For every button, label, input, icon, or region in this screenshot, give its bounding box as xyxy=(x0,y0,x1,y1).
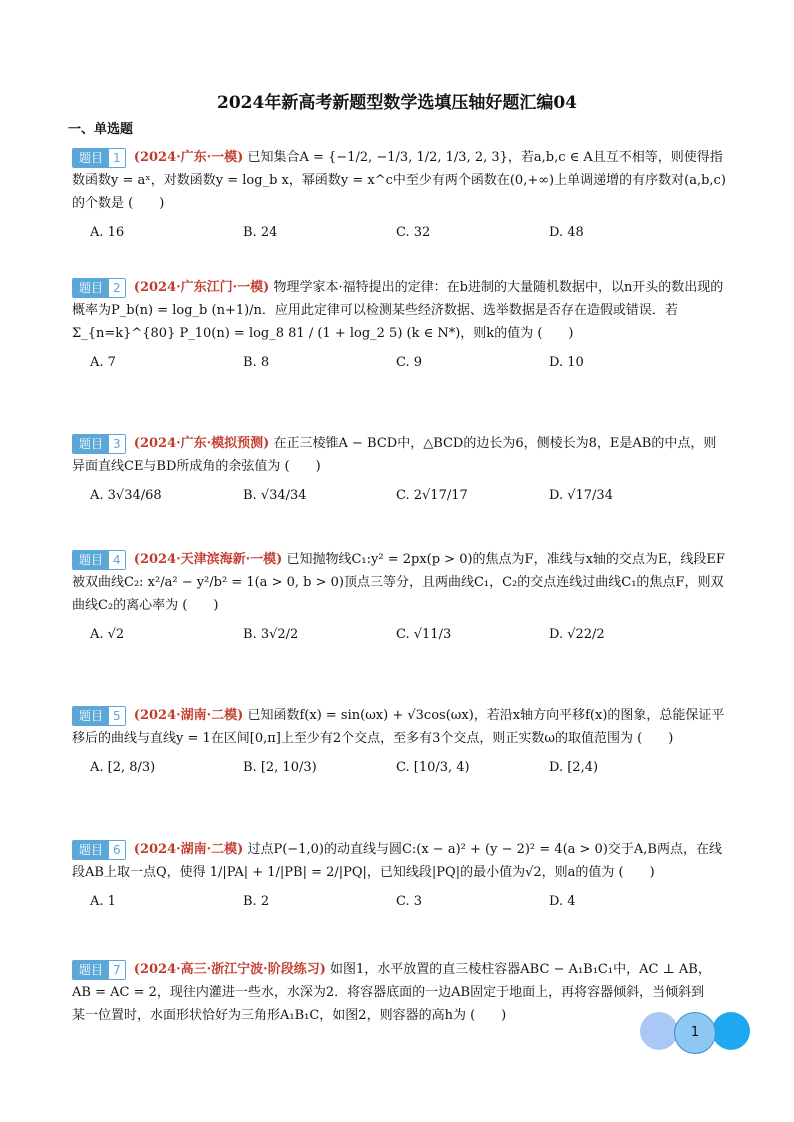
question-6 xyxy=(72,838,728,913)
question-5 xyxy=(72,704,728,779)
question-text: 如图1，水平放置的直三棱柱容器ABC − A₁B₁C₁中，AC ⊥ AB，AB = AC = 2，现往内灌进一些水，水深为2．将容器底面的一边AB固定于地面上，再将容器倾斜，当倾斜到某一位置时，水面形状恰好为三角形A₁B₁C，如图2，则容器的高h为 ( ) xyxy=(72,962,711,1023)
question-tag: 题目 5 xyxy=(72,706,126,726)
question-text: 过点P(−1,0)的动直线与圆C:(x − a)² + (y − 2)² = 4(a > 0)交于A,B两点，在线段AB上取一点Q，使得 1/|PA| + 1/|PB| = 2/|PQ|，已知线段|PQ|的最小值为√2，则a的值为 ( ) xyxy=(72,842,722,880)
option-a: A. 3√34/68 xyxy=(90,488,162,503)
option-d: D. [2,4) xyxy=(549,760,599,775)
options-row xyxy=(72,484,728,507)
page-title: 2024年新高考新题型数学选填压轴好题汇编04 xyxy=(217,93,577,113)
question-source: (2024·广东江门·一模) xyxy=(133,280,270,295)
question-text: 在正三棱锥A − BCD中，△BCD的边长为6，侧棱长为8，E是AB的中点，则异面直线CE与BD所成角的余弦值为 ( ) xyxy=(72,436,717,474)
question-4 xyxy=(72,548,728,646)
option-b: B. [2, 10/3) xyxy=(243,760,317,775)
question-tag: 题目 2 xyxy=(72,278,126,298)
option-c: C. 3 xyxy=(396,894,423,909)
question-tag: 题目 6 xyxy=(72,840,126,860)
question-tag: 题目 7 xyxy=(72,960,126,980)
question-source: (2024·高三·浙江宁波·阶段练习) xyxy=(133,962,326,977)
option-a: A. 16 xyxy=(90,225,125,240)
option-d: D. 48 xyxy=(549,225,584,240)
option-d: D. √22/2 xyxy=(549,627,605,642)
question-tag: 题目 1 xyxy=(72,148,126,168)
option-b: B. 8 xyxy=(243,355,270,370)
options-row xyxy=(72,890,728,913)
question-text: 物理学家本·福特提出的定律：在b进制的大量随机数据中，以n开头的数出现的概率为P_b(n) = log_b (n+1)/n．应用此定律可以检测某些经济数据、选举数据是否存在造假或错误．若 Σ_{n=k}^{80} P_10(n) = log_8 81 / (1 + log_2 5) (k ∈ N*)，则k的值为 ( ) xyxy=(72,280,724,341)
question-text: 已知函数f(x) = sin(ωx) + √3cos(ωx)，若沿x轴方向平移f(x)的图象，总能保证平移后的曲线与直线y = 1在区间[0,π]上至少有2个交点，至多有3个交点，则正实数ω的取值范围为 ( ) xyxy=(72,708,725,746)
question-tag: 题目 3 xyxy=(72,434,126,454)
option-d: D. √17/34 xyxy=(549,488,613,503)
question-1 xyxy=(72,146,728,244)
question-text: 已知集合A = {−1/2, −1/3, 1/2, 1/3, 2, 3}，若a,b,c ∈ A且互不相等，则使得指数函数y = aˣ，对数函数y = log_b x，幂函数y = x^c中至少有两个函数在(0,+∞)上单调递增的有序数对(a,b,c)的个数是 ( ) xyxy=(72,150,726,211)
question-source: (2024·天津滨海新·一模) xyxy=(133,552,283,567)
decorative-circle xyxy=(712,1012,750,1050)
option-a: A. [2, 8/3) xyxy=(90,760,156,775)
option-d: D. 4 xyxy=(549,894,576,909)
decorative-circle xyxy=(640,1012,678,1050)
option-a: A. 7 xyxy=(90,355,116,370)
option-d: D. 10 xyxy=(549,355,584,370)
question-3 xyxy=(72,432,728,507)
page-number-badge xyxy=(640,1010,755,1054)
question-tag: 题目 4 xyxy=(72,550,126,570)
option-a: A. √2 xyxy=(90,627,125,642)
option-b: B. 2 xyxy=(243,894,270,909)
question-2 xyxy=(72,276,728,374)
option-c: C. 32 xyxy=(396,225,431,240)
option-a: A. 1 xyxy=(90,894,116,909)
option-c: C. √11/3 xyxy=(396,627,452,642)
options-row xyxy=(72,351,728,374)
option-b: B. 3√2/2 xyxy=(243,627,299,642)
page-number: 1 xyxy=(674,1012,716,1054)
option-c: C. 9 xyxy=(396,355,423,370)
question-7 xyxy=(72,958,712,1027)
section-heading: 一、单选题 xyxy=(68,122,134,137)
question-source: (2024·湖南·二模) xyxy=(133,708,244,723)
question-source: (2024·湖南·二模) xyxy=(133,842,244,857)
options-row xyxy=(72,221,728,244)
options-row xyxy=(72,623,728,646)
options-row xyxy=(72,756,728,779)
question-text: 已知抛物线C₁:y² = 2px(p > 0)的焦点为F，准线与x轴的交点为E，线段EF被双曲线C₂: x²/a² − y²/b² = 1(a > 0, b > 0)顶点三等分，且两曲线C₁，C₂的交点连线过曲线C₁的焦点F，则双曲线C₂的离心率为 ( ) xyxy=(72,552,725,613)
option-c: C. 2√17/17 xyxy=(396,488,468,503)
question-source: (2024·广东·一模) xyxy=(133,150,244,165)
option-b: B. 24 xyxy=(243,225,278,240)
option-c: C. [10/3, 4) xyxy=(396,760,470,775)
option-b: B. √34/34 xyxy=(243,488,307,503)
question-source: (2024·广东·模拟预测) xyxy=(133,436,270,451)
